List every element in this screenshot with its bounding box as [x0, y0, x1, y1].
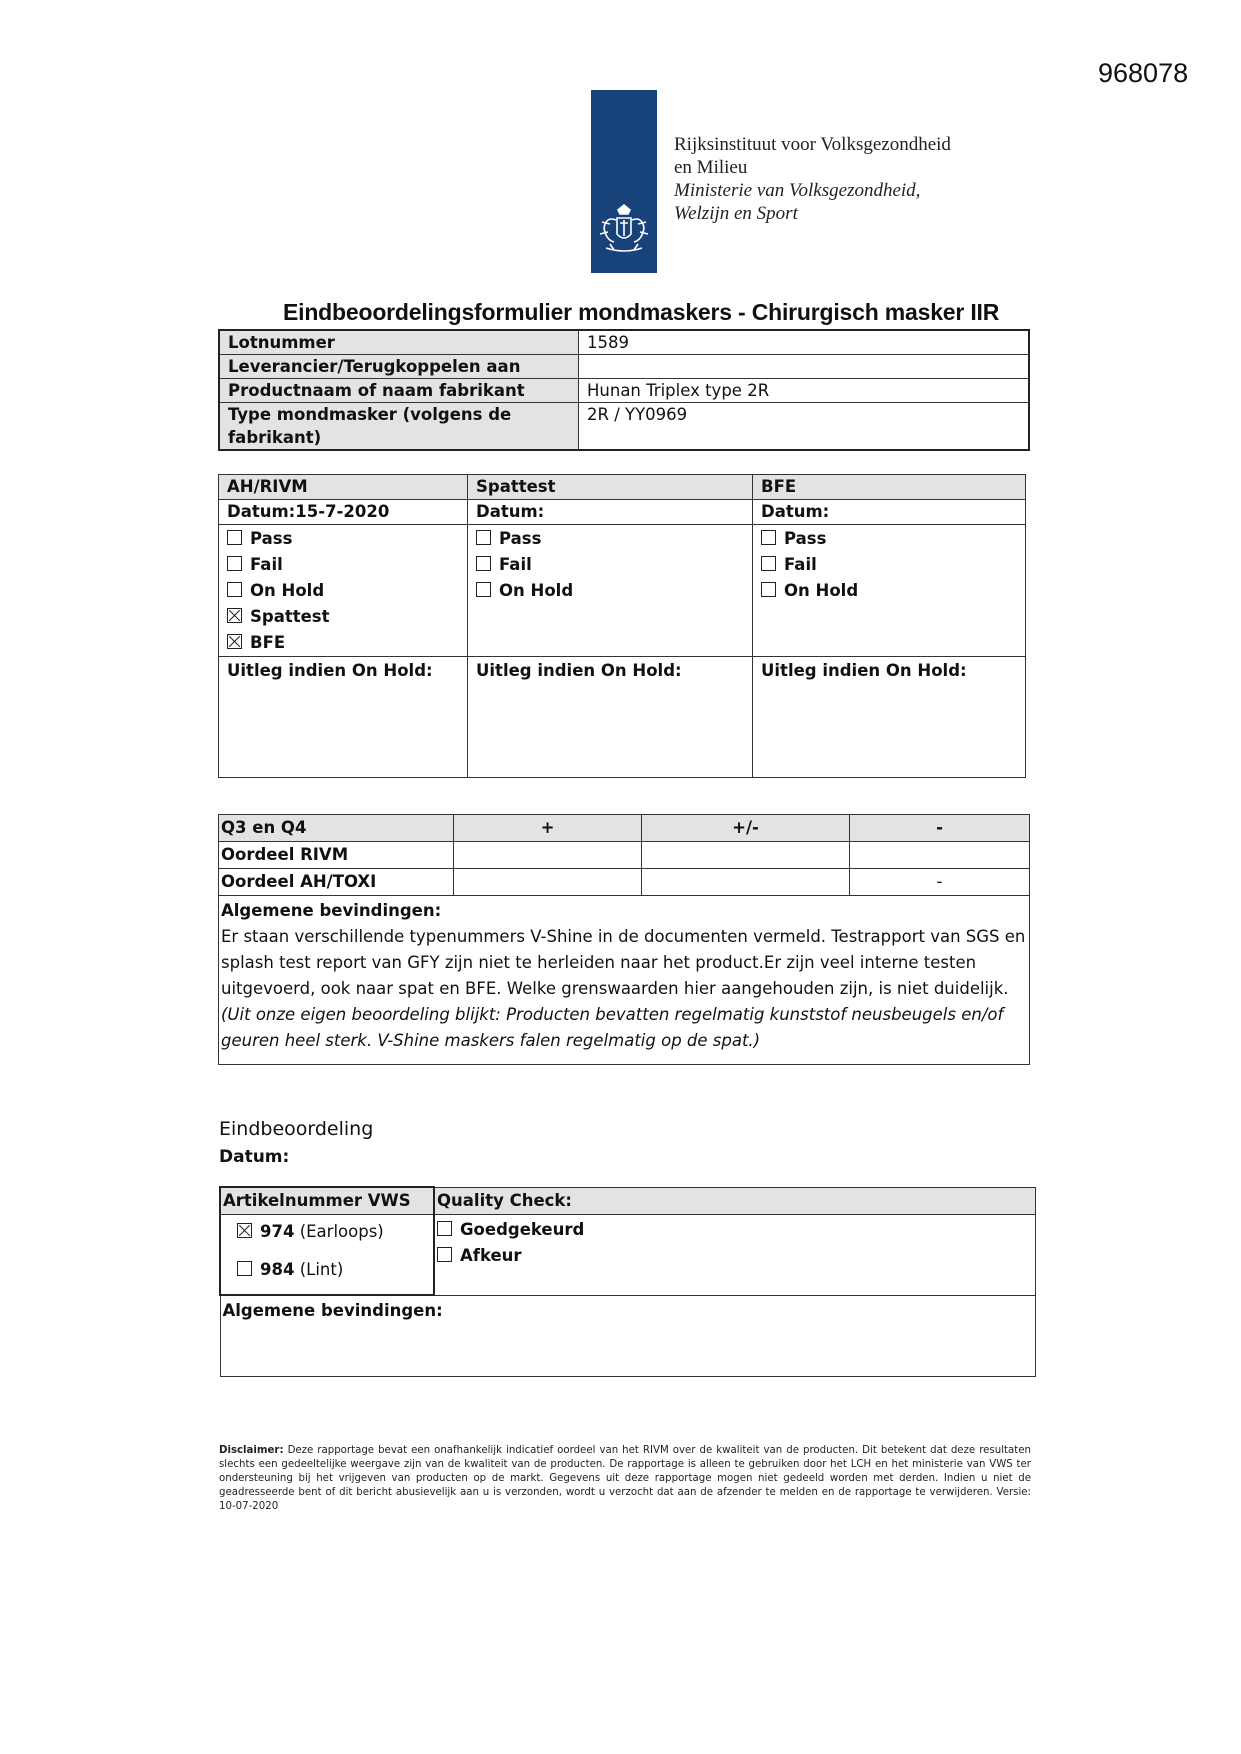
- table-row: [219, 525, 1026, 657]
- table-row: [220, 1295, 1036, 1377]
- option-pass[interactable]: Pass: [476, 526, 744, 552]
- option-fail[interactable]: Fail: [227, 552, 459, 578]
- checkbox-icon: [476, 530, 491, 545]
- checkbox-icon: [227, 582, 242, 597]
- col-header-bfe: BFE: [753, 475, 1026, 500]
- oordeel-rivm-plusminus: [642, 842, 850, 869]
- uitleg-spattest: Uitleg indien On Hold:: [468, 657, 753, 778]
- lotnummer-label: Lotnummer: [219, 330, 579, 355]
- quality-check-options: [434, 1214, 1036, 1295]
- type-mondmasker-label: Type mondmasker (volgens de fabrikant): [219, 403, 579, 451]
- option-pass[interactable]: Pass: [761, 526, 1017, 552]
- oordeel-rivm-plus: [454, 842, 642, 869]
- option-pass[interactable]: Pass: [227, 526, 459, 552]
- table-row: [219, 355, 1029, 379]
- datum-bfe: Datum:: [753, 500, 1026, 525]
- table-row: [219, 896, 1030, 1065]
- final-assessment-table: [219, 1186, 1036, 1377]
- options-bfe: [753, 525, 1026, 657]
- table-row: [219, 657, 1026, 778]
- logo-text-line3: Ministerie van Volksgezondheid,: [674, 180, 921, 201]
- artikel-option-974[interactable]: 974 (Earloops): [237, 1219, 417, 1257]
- option-on-hold[interactable]: On Hold: [227, 578, 459, 604]
- checkbox-icon: [437, 1247, 452, 1262]
- checkbox-checked-icon: [237, 1223, 252, 1238]
- quality-check-header: Quality Check:: [434, 1187, 1036, 1214]
- artikel-option-984[interactable]: 984 (Lint): [237, 1257, 417, 1283]
- checkbox-icon: [761, 556, 776, 571]
- oordeel-ah-toxi-label: Oordeel AH/TOXI: [219, 869, 454, 896]
- option-fail[interactable]: Fail: [761, 552, 1017, 578]
- oordeel-rivm-minus: [850, 842, 1030, 869]
- uitleg-ah-rivm: Uitleg indien On Hold:: [219, 657, 468, 778]
- checkbox-icon: [761, 530, 776, 545]
- algemene-bevindingen-text: Er staan verschillende typenummers V-Shine in de documenten vermeld. Testrapport van SGS en splash test report van GFY zijn niet te herleiden naar het product.Er zijn veel interne testen uitgevoerd, ook naar spat en BFE. Welke grenswaarden hier aangehouden zijn, is niet duidelijk.(Uit onze eigen beoordeling blijkt: Producten bevatten regelmatig kunststof neusbeugels en/of geuren heel sterk. V-Shine maskers falen regelmatig op de spat.): [221, 927, 1026, 1050]
- disclaimer-label: Disclaimer:: [219, 1445, 284, 1456]
- oordeel-rivm-label: Oordeel RIVM: [219, 842, 454, 869]
- table-row: [219, 842, 1030, 869]
- productnaam-label: Productnaam of naam fabrikant: [219, 379, 579, 403]
- option-afkeur[interactable]: Afkeur: [437, 1243, 1033, 1269]
- disclaimer-text: Deze rapportage bevat een onafhankelijk indicatief oordeel van het RIVM over de kwaliteit van de producten. Dit betekent dat deze resultaten slechts een gedeeltelijke weergave zijn van de kwaliteit van de producten. De rapportage is alleen te gebruiken door het LCH en het ministerie van VWS ter ondersteuning bij het vrijgeven van producten op de markt. Gegevens uit deze rapportage mogen niet gedeeld worden met derden. Indien u niet de geadresseerde bent of dit bericht abusievelijk aan u is verzonden, wordt u verzocht dat aan de afzender te melden en de rapportage te verwijderen. Versie: 10-07-2020: [219, 1445, 1031, 1512]
- checkbox-icon: [437, 1221, 452, 1236]
- option-goedgekeurd[interactable]: Goedgekeurd: [437, 1217, 1033, 1243]
- table-row: [220, 1187, 1036, 1214]
- q-header-plus: +: [454, 815, 642, 842]
- coat-of-arms-icon: [596, 202, 652, 260]
- option-spattest[interactable]: Spattest: [227, 604, 459, 630]
- q3-q4-table: [218, 814, 1030, 1065]
- eindbeoordeling-title: Eindbeoordeling: [219, 1118, 374, 1140]
- checkbox-icon: [476, 556, 491, 571]
- product-info-table: [218, 329, 1030, 451]
- disclaimer: [219, 1444, 1031, 1514]
- artikelnummer-header: Artikelnummer VWS: [221, 1188, 433, 1215]
- table-row: [219, 475, 1026, 500]
- checkbox-icon: [761, 582, 776, 597]
- productnaam-value: Hunan Triplex type 2R: [579, 379, 1030, 403]
- table-row: [219, 379, 1029, 403]
- checkbox-icon: [227, 556, 242, 571]
- q-header-minus: -: [850, 815, 1030, 842]
- algemene-bevindingen-label: Algemene bevindingen:: [221, 901, 442, 920]
- options-ah-rivm: [219, 525, 468, 657]
- eindbeoordeling-section: [219, 1115, 373, 1171]
- col-header-spattest: Spattest: [468, 475, 753, 500]
- artikelnummer-cell: [220, 1187, 434, 1295]
- oordeel-ah-toxi-minus: -: [850, 869, 1030, 896]
- oordeel-ah-toxi-plusminus: [642, 869, 850, 896]
- eindbeoordeling-datum: Datum:: [219, 1147, 290, 1167]
- table-row: [219, 330, 1029, 355]
- datum-ah-rivm: Datum:15-7-2020: [219, 500, 468, 525]
- table-row: [219, 500, 1026, 525]
- option-on-hold[interactable]: On Hold: [476, 578, 744, 604]
- checkbox-icon: [227, 530, 242, 545]
- option-fail[interactable]: Fail: [476, 552, 744, 578]
- algemene-bevindingen-cell: [219, 896, 1030, 1065]
- table-row: [219, 815, 1030, 842]
- q-header-label: Q3 en Q4: [219, 815, 454, 842]
- option-on-hold[interactable]: On Hold: [761, 578, 1017, 604]
- lotnummer-value: 1589: [579, 330, 1030, 355]
- document-number: 968078: [1098, 58, 1189, 88]
- datum-spattest: Datum:: [468, 500, 753, 525]
- logo-bar: [591, 90, 657, 273]
- options-spattest: [468, 525, 753, 657]
- checkbox-icon: [237, 1261, 252, 1276]
- uitleg-bfe: Uitleg indien On Hold:: [753, 657, 1026, 778]
- oordeel-ah-toxi-plus: [454, 869, 642, 896]
- checkbox-icon: [476, 582, 491, 597]
- table-row: [219, 403, 1029, 451]
- q-header-plusminus: +/-: [642, 815, 850, 842]
- option-bfe[interactable]: BFE: [227, 630, 459, 656]
- checkbox-checked-icon: [227, 634, 242, 649]
- leverancier-value: [579, 355, 1030, 379]
- leverancier-label: Leverancier/Terugkoppelen aan: [219, 355, 579, 379]
- table-row: [219, 869, 1030, 896]
- form-title: Eindbeoordelingsformulier mondmaskers - Chirurgisch masker IIR: [283, 299, 1000, 325]
- col-header-ah-rivm: AH/RIVM: [219, 475, 468, 500]
- logo-text-line4: Welzijn en Sport: [674, 203, 798, 224]
- assessment-table: [218, 474, 1026, 778]
- logo-text-line1: Rijksinstituut voor Volksgezondheid: [674, 134, 951, 155]
- type-mondmasker-value: 2R / YY0969: [579, 403, 1030, 451]
- final-algemene-bevindingen: Algemene bevindingen:: [220, 1295, 1036, 1377]
- logo-text-line2: en Milieu: [674, 157, 748, 178]
- checkbox-checked-icon: [227, 608, 242, 623]
